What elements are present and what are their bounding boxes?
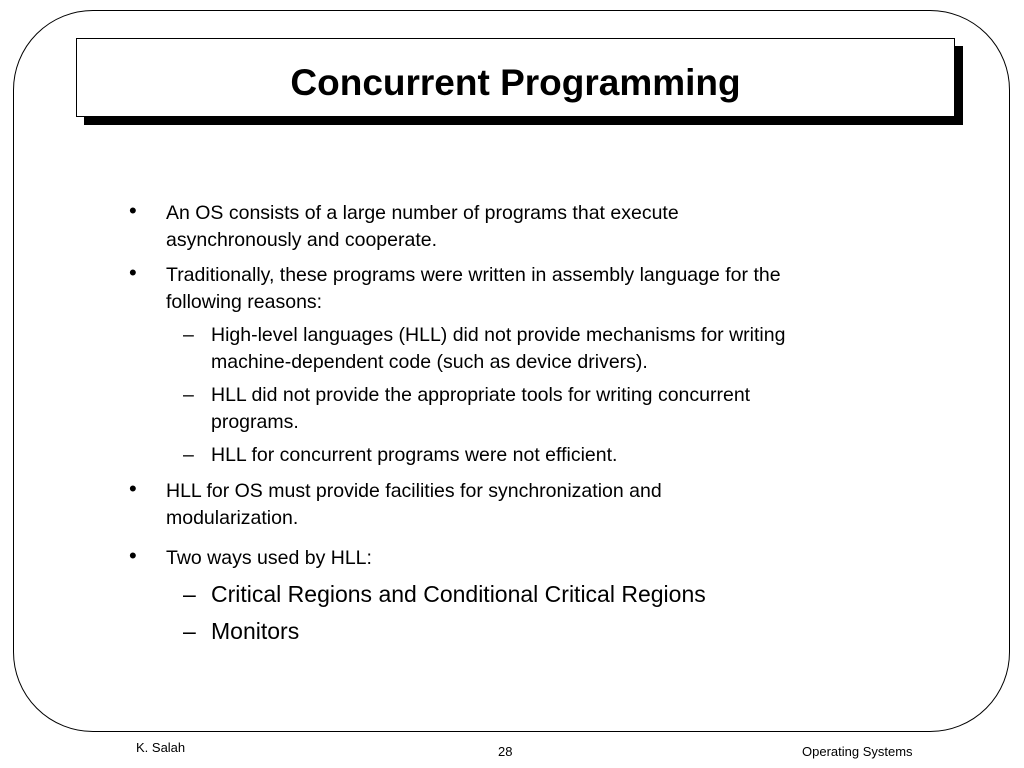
- bullet-3-line-2: modularization.: [166, 507, 299, 529]
- bullet-4-line-1: Two ways used by HLL:: [166, 547, 372, 569]
- dash-marker: –: [183, 444, 194, 466]
- sub-item-4-2: [211, 616, 911, 646]
- footer-author: K. Salah: [136, 740, 186, 755]
- bullet-item-1: [166, 200, 906, 254]
- bullet-marker: •: [129, 543, 137, 568]
- sub-2-2-line-2: programs.: [211, 411, 299, 433]
- footer-course: Operating Systems: [802, 744, 913, 759]
- dash-marker: –: [183, 384, 194, 406]
- bullet-item-4: [166, 545, 906, 572]
- slide-title: Concurrent Programming: [290, 62, 741, 103]
- sub-2-2-line-1: HLL did not provide the appropriate tools for writing concurrent: [211, 384, 751, 406]
- bullet-item-3: [166, 478, 906, 532]
- bullet-1-line-2: asynchronously and cooperate.: [166, 229, 438, 251]
- sub-4-2-line-1: Monitors: [211, 618, 300, 644]
- sub-4-1-line-1: Critical Regions and Conditional Critical Regions: [211, 581, 706, 607]
- sub-item-2-2: [211, 382, 911, 436]
- bullet-item-2: [166, 262, 906, 316]
- bullet-1-line-1: An OS consists of a large number of programs that execute: [166, 202, 679, 224]
- bullet-2-line-2: following reasons:: [166, 291, 323, 313]
- sub-2-3-line-1: HLL for concurrent programs were not efficient.: [211, 444, 618, 466]
- dash-marker: –: [183, 324, 194, 346]
- footer-page-number: 28: [498, 744, 513, 759]
- bullet-3-line-1: HLL for OS must provide facilities for synchronization and: [166, 480, 662, 502]
- bullet-marker: •: [129, 476, 137, 501]
- dash-marker: –: [183, 581, 196, 607]
- sub-2-1-line-2: machine-dependent code (such as device drivers).: [211, 351, 648, 373]
- sub-item-4-1: [211, 579, 911, 609]
- bullet-2-line-1: Traditionally, these programs were written in assembly language for the: [166, 264, 781, 286]
- bullet-marker: •: [129, 198, 137, 223]
- sub-2-1-line-1: High-level languages (HLL) did not provide mechanisms for writing: [211, 324, 786, 346]
- sub-item-2-1: [211, 322, 911, 376]
- bullet-marker: •: [129, 260, 137, 285]
- dash-marker: –: [183, 618, 196, 644]
- sub-item-2-3: [211, 442, 911, 469]
